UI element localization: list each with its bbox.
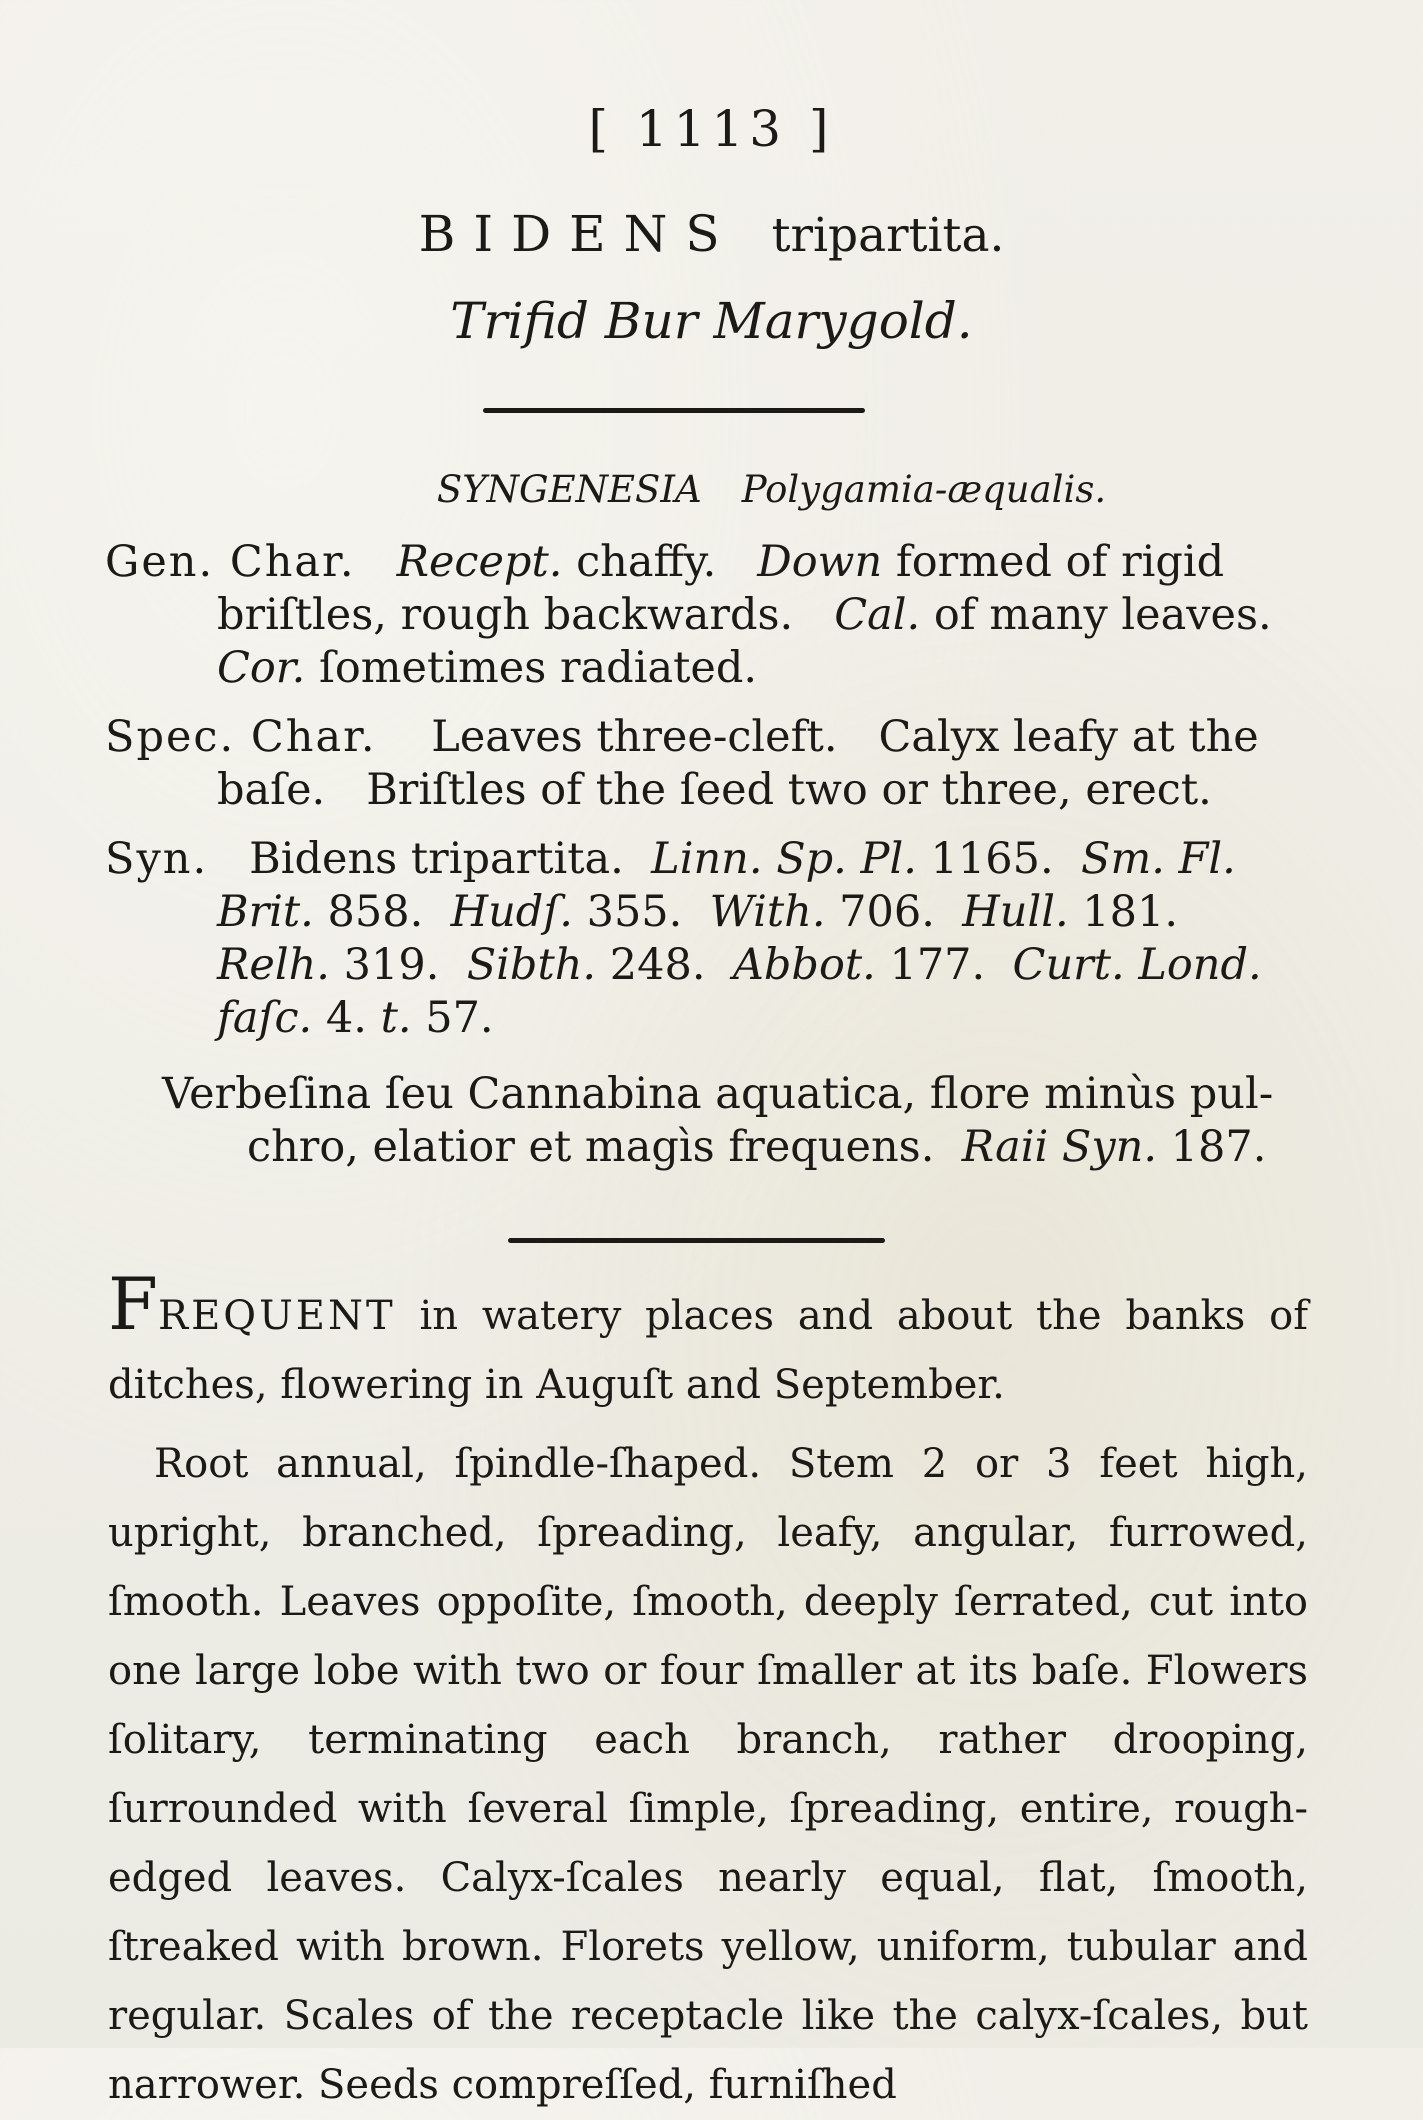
page-number: [ 1113 ] bbox=[588, 100, 835, 158]
syn-text: 319. bbox=[329, 940, 467, 990]
syn-text: t. bbox=[380, 993, 412, 1043]
gen-char-text: ſometimes radiated. bbox=[305, 643, 758, 693]
syn-text: Hudſ. bbox=[450, 887, 573, 937]
species-title bbox=[0, 205, 1423, 263]
syn-text: 4. bbox=[312, 993, 381, 1043]
gen-char-line-3 bbox=[105, 642, 1305, 695]
syn-line-2 bbox=[105, 886, 1305, 939]
spec-char-line-1 bbox=[105, 711, 1305, 764]
specific-character bbox=[105, 711, 1305, 817]
spec-char-line-2 bbox=[105, 764, 1305, 817]
classification-line bbox=[60, 468, 1423, 511]
syn-text: 248. bbox=[596, 940, 733, 990]
order-name: Polygamia-æqualis. bbox=[741, 468, 1107, 511]
syn-text: Sibth. bbox=[466, 940, 597, 990]
habitat-text: in watery places and about the banks of ditches, flowering in Auguſt and September. bbox=[108, 1293, 1308, 1408]
common-name: Trifid Bur Marygold. bbox=[450, 292, 973, 350]
syn-line-1 bbox=[105, 833, 1305, 886]
gen-char-text: Recept. bbox=[396, 537, 563, 587]
gen-char-label: Gen. Char. bbox=[105, 537, 356, 587]
divider-rule bbox=[508, 1238, 885, 1243]
syn-text: Abbot. bbox=[732, 940, 876, 990]
syn-text: 57. bbox=[411, 993, 494, 1043]
syn-label: Syn. bbox=[105, 834, 209, 884]
synonyms bbox=[105, 833, 1305, 1045]
spec-char-text: Leaves three-cleft. Calyx leafy at the bbox=[431, 712, 1259, 762]
syn-line-4 bbox=[105, 992, 1305, 1045]
gen-char-text: briſtles, rough backwards. bbox=[217, 590, 835, 640]
syn-text: Brit. bbox=[217, 887, 314, 937]
species-epithet: tripartita. bbox=[771, 208, 1005, 263]
syn-text: Relh. bbox=[217, 940, 330, 990]
gen-char-text: Down bbox=[757, 537, 883, 587]
gen-char-line-2 bbox=[105, 589, 1305, 642]
verbesina-text: 187. bbox=[1157, 1122, 1267, 1172]
spec-char-text: baſe. Briſtles of the ſeed two or three, erect. bbox=[217, 765, 1212, 815]
syn-text: 181. bbox=[1068, 887, 1179, 937]
verbesina-line-2 bbox=[162, 1121, 1302, 1174]
gen-char-text: chaffy. bbox=[562, 537, 758, 587]
syn-text: Linn. Sp. Pl. bbox=[651, 834, 917, 884]
verbesina-text: chro, elatior et magìs frequens. bbox=[247, 1122, 962, 1172]
syn-text: Hull. bbox=[962, 887, 1069, 937]
habitat-paragraph bbox=[108, 1262, 1308, 1420]
divider-rule bbox=[483, 408, 865, 413]
syn-text: Curt. Lond. bbox=[1012, 940, 1262, 990]
verbesina-synonym bbox=[162, 1068, 1302, 1174]
syn-text: 355. bbox=[572, 887, 710, 937]
syn-text: faſc. bbox=[217, 993, 313, 1043]
drop-cap: F bbox=[108, 1262, 158, 1346]
class-name: SYNGENESIA bbox=[436, 468, 702, 511]
verbesina-text: Raii Syn. bbox=[961, 1122, 1158, 1172]
syn-text: Bidens tripartita. bbox=[249, 834, 652, 884]
spec-char-label: Spec. Char. bbox=[105, 712, 377, 762]
syn-text: 1165. bbox=[916, 834, 1081, 884]
genus-name: BIDENS bbox=[418, 205, 738, 263]
gen-char-text: Cor. bbox=[217, 643, 306, 693]
syn-text: 706. bbox=[825, 887, 963, 937]
syn-text: 177. bbox=[875, 940, 1013, 990]
description-paragraph: Root annual, ſpindle-ſhaped. Stem 2 or 3 feet high, upright, branched, ſpreading, leafy, angular, furrowed, ſmooth. Leaves oppoſite, ſmooth, deeply ſerrated, cut into one large lobe with two or four ſmaller at its baſe. Flowers ſolitary, terminating each branch, rather drooping, ſurrounded with ſeveral ſimple, ſpreading, entire, rough-edged leaves. Calyx-ſcales nearly equal, flat, ſmooth, ſtreaked with brown. Florets yellow, uniform, tubular and regular. Scales of the receptacle like the calyx-ſcales, but narrower. Seeds compreſſed, furniſhed bbox=[108, 1441, 1308, 2108]
verbesina-line-1: Verbeſina ſeu Cannabina aquatica, flore minùs pul- bbox=[162, 1069, 1274, 1119]
gen-char-text: Cal. bbox=[834, 590, 921, 640]
syn-text: Sm. Fl. bbox=[1080, 834, 1236, 884]
small-caps-word: REQUENT bbox=[157, 1293, 396, 1339]
syn-line-3 bbox=[105, 939, 1305, 992]
gen-char-line-1 bbox=[105, 536, 1305, 589]
syn-text: With. bbox=[709, 887, 826, 937]
gen-char-text: formed of rigid bbox=[882, 537, 1225, 587]
generic-character bbox=[105, 536, 1305, 695]
gen-char-text: of many leaves. bbox=[920, 590, 1272, 640]
syn-text: 858. bbox=[313, 887, 451, 937]
